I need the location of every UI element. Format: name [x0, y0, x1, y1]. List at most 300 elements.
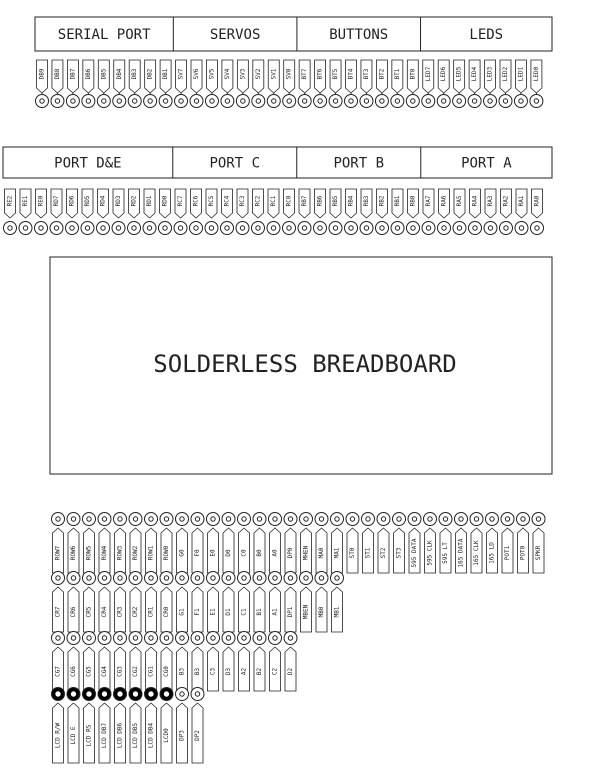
- pin-label: RB4: [347, 195, 355, 207]
- pin-label-tag: [454, 189, 465, 218]
- pin-label: 165 LD: [488, 542, 496, 564]
- pin-pad: [191, 513, 204, 526]
- pin-label: LED4: [471, 66, 479, 82]
- pin-label-tag: [470, 189, 481, 218]
- pin-pad: [51, 95, 64, 108]
- pin-pad: [298, 222, 311, 235]
- pin-label: LED2: [502, 66, 509, 82]
- breadboard-area: [50, 257, 552, 474]
- pin-pad: [238, 572, 251, 585]
- pin-label: ROW1: [147, 545, 155, 561]
- pin-pad: [530, 95, 543, 108]
- pin-pad: [314, 95, 327, 108]
- pin-label: LCD DB6: [116, 722, 124, 749]
- pin-label: POT0: [519, 545, 527, 561]
- pin-label-tag: [84, 647, 95, 691]
- pin-label: ST3: [395, 547, 403, 559]
- pin-pad: [83, 632, 96, 645]
- pin-pad: [501, 513, 514, 526]
- pin-pad: [143, 222, 156, 235]
- pin-pad: [236, 222, 249, 235]
- pin-label-tag: [20, 189, 31, 218]
- pin-label: D2: [287, 667, 294, 676]
- pin-label: B0: [256, 549, 263, 557]
- pin-pad: [500, 222, 513, 235]
- pin-pad: [175, 95, 188, 108]
- pin-label-tag: [146, 647, 157, 691]
- pin-pad: [176, 632, 189, 645]
- pin-label-tag: [144, 189, 155, 218]
- pin-label-tag: [454, 60, 465, 93]
- pin-pad: [422, 95, 435, 108]
- pin-pad: [393, 513, 406, 526]
- pin-label: B3: [178, 667, 186, 676]
- pin-pad: [532, 513, 545, 526]
- pin-label-tag: [376, 60, 387, 93]
- pin-label-tag: [208, 647, 219, 691]
- pin-label-tag: [68, 587, 79, 632]
- pin-label-tag: [177, 647, 188, 691]
- pin-pad: [66, 222, 79, 235]
- section-label: LEDS: [469, 27, 504, 43]
- pin-label: LED6: [440, 66, 448, 82]
- pin-pad: [437, 95, 450, 108]
- pin-label-tag: [208, 528, 219, 573]
- pin-pad: [331, 572, 344, 585]
- pin-label-tag: [67, 60, 78, 93]
- pin-label: DB9: [38, 68, 46, 80]
- pin-label: SV1: [270, 68, 278, 80]
- pin-label: LCD0: [163, 728, 170, 743]
- pin-label-tag: [239, 528, 250, 573]
- pin-label-tag: [67, 189, 78, 218]
- pin-pad: [191, 632, 204, 645]
- pin-pad: [455, 513, 468, 526]
- pin-pad: [300, 513, 313, 526]
- pin-label-tag: [518, 528, 529, 573]
- pin-label-tag: [222, 60, 233, 93]
- pin-label: CR3: [116, 606, 124, 618]
- pin-label: RB5: [332, 195, 339, 207]
- pin-label-tag: [99, 587, 110, 632]
- pin-pad: [360, 95, 373, 108]
- pin-label-tag: [485, 60, 496, 93]
- pin-label: CG1: [147, 666, 155, 677]
- pin-label-tag: [130, 703, 141, 763]
- pin-pad: [439, 513, 452, 526]
- pin-label: E0: [209, 549, 217, 557]
- pin-pad: [222, 572, 235, 585]
- pin-label: MB1: [333, 606, 341, 618]
- pin-label-tag: [378, 528, 389, 573]
- pin-pad: [129, 572, 142, 585]
- pin-label-tag: [239, 587, 250, 632]
- pin-label: D1: [225, 608, 232, 616]
- pin-pad: [52, 513, 65, 526]
- pin-pad: [252, 95, 265, 108]
- pin-pad: [484, 95, 497, 108]
- pin-label: DB8: [53, 68, 61, 80]
- pin-label: RC6: [192, 195, 200, 207]
- pin-pad: [484, 222, 497, 235]
- pin-label: DB3: [131, 68, 139, 80]
- pin-label: SV7: [177, 68, 185, 80]
- pin-label: 165 DATA: [457, 538, 465, 568]
- pin-label: RD5: [84, 195, 91, 207]
- pin-label: SV6: [193, 68, 200, 80]
- pin-label: LCD DB7: [101, 722, 108, 749]
- pin-pad: [66, 95, 79, 108]
- pin-label: CG7: [54, 666, 62, 677]
- pin-label: RC0: [285, 195, 293, 207]
- pin-pad: [422, 222, 435, 235]
- pin-pad: [159, 95, 172, 108]
- pin-label: RB2: [378, 195, 386, 207]
- pin-pad: [52, 688, 65, 701]
- pin-label: RC4: [223, 195, 231, 207]
- pin-label-tag: [99, 528, 110, 573]
- pin-label-tag: [82, 189, 93, 218]
- pin-label-tag: [146, 703, 157, 763]
- pin-label-tag: [113, 189, 124, 218]
- section-label: SERVOS: [209, 27, 261, 43]
- pin-pad: [267, 222, 280, 235]
- pin-pad: [407, 222, 420, 235]
- pin-pad: [406, 95, 419, 108]
- pin-pad: [50, 222, 63, 235]
- pin-label-tag: [361, 60, 372, 93]
- pin-label: A2: [240, 667, 248, 676]
- pin-label: RC1: [270, 195, 277, 207]
- pin-label-tag: [222, 189, 233, 218]
- pin-label-tag: [52, 60, 63, 93]
- pin-pad: [97, 95, 110, 108]
- pin-label-tag: [532, 189, 543, 218]
- pin-pad: [112, 222, 125, 235]
- pin-label-tag: [392, 60, 403, 93]
- pin-label: 595 DATA: [411, 538, 418, 568]
- pin-label-tag: [515, 60, 526, 93]
- pin-label-tag: [99, 647, 110, 691]
- pin-pad: [67, 688, 80, 701]
- pin-label: DP2: [194, 730, 201, 741]
- pin-pad: [128, 222, 141, 235]
- pin-label-tag: [423, 189, 434, 218]
- pin-label: RC5: [208, 195, 215, 207]
- pin-label: ROW6: [70, 545, 77, 561]
- pin-label-tag: [191, 60, 202, 93]
- pin-pad: [83, 688, 96, 701]
- pin-pad: [267, 95, 280, 108]
- pin-label: DP0: [287, 547, 294, 559]
- pin-label: BT3: [362, 68, 370, 80]
- pin-pad: [468, 95, 481, 108]
- pin-pad: [222, 632, 235, 645]
- pin-label-tag: [270, 647, 281, 691]
- pin-label-tag: [316, 587, 327, 632]
- pin-label-tag: [299, 189, 310, 218]
- pin-label-tag: [361, 189, 372, 218]
- pin-pad: [362, 513, 375, 526]
- pin-label: RB7: [301, 195, 308, 207]
- pin-pad: [345, 222, 358, 235]
- pin-label-tag: [206, 189, 217, 218]
- pin-label-tag: [423, 60, 434, 93]
- pin-pad: [160, 513, 173, 526]
- pin-label-tag: [330, 189, 341, 218]
- pin-label-tag: [284, 60, 295, 93]
- pin-label-tag: [299, 60, 310, 93]
- pin-label-tag: [130, 587, 141, 632]
- pin-label: SV2: [254, 68, 262, 80]
- pin-label-tag: [409, 528, 420, 573]
- pin-label: CR4: [101, 606, 108, 618]
- pin-pad: [329, 222, 342, 235]
- pin-pad: [298, 95, 311, 108]
- pin-label-tag: [316, 528, 327, 573]
- pin-pad: [98, 513, 111, 526]
- pin-label-tag: [99, 703, 110, 763]
- pin-label: DB5: [100, 68, 108, 80]
- pin-label: MA1: [333, 547, 341, 559]
- pin-label: BT4: [347, 68, 355, 80]
- pin-pad: [517, 513, 530, 526]
- pin-label: LCD DB5: [132, 722, 139, 749]
- section-label: PORT C: [209, 155, 261, 172]
- pin-pad: [128, 95, 141, 108]
- pin-label-tag: [161, 528, 172, 573]
- pin-label: LED7: [424, 66, 432, 82]
- pin-pad: [159, 222, 172, 235]
- pin-pad: [113, 95, 126, 108]
- bottom-pin-rows: [52, 513, 546, 764]
- pin-label: RE1: [22, 195, 29, 207]
- pin-label-tag: [346, 189, 357, 218]
- pin-pad: [145, 688, 158, 701]
- pin-pad: [486, 513, 499, 526]
- pin-label-tag: [53, 647, 64, 691]
- pin-label-tag: [531, 60, 542, 93]
- pin-label: C3: [209, 667, 217, 676]
- pin-label: LCD RS: [85, 724, 93, 747]
- pin-label: RB3: [363, 195, 370, 207]
- pin-label-tag: [516, 189, 527, 218]
- pin-pad: [160, 688, 173, 701]
- pin-pad: [52, 572, 65, 585]
- pin-label: ST0: [349, 547, 356, 559]
- pin-label-tag: [115, 587, 126, 632]
- pin-label: LED3: [486, 66, 494, 82]
- pin-label-tag: [115, 703, 126, 763]
- pin-label: C2: [271, 667, 279, 676]
- pin-label-tag: [301, 587, 312, 632]
- pin-pad: [160, 572, 173, 585]
- pin-label: F1: [194, 608, 201, 616]
- pin-label: C0: [240, 549, 248, 557]
- pin-label: DB1: [162, 68, 170, 80]
- pin-label-tag: [471, 528, 482, 573]
- pin-pad: [221, 222, 234, 235]
- pin-label-tag: [392, 189, 403, 218]
- pin-pad: [391, 222, 404, 235]
- pin-label-tag: [502, 528, 513, 573]
- top-header: [35, 17, 552, 108]
- pin-label-tag: [51, 189, 62, 218]
- pin-label-tag: [160, 189, 171, 218]
- pin-pad: [98, 632, 111, 645]
- pin-label-tag: [177, 587, 188, 632]
- pin-pad: [375, 95, 388, 108]
- pin-label-tag: [161, 703, 172, 763]
- pin-label: CR5: [85, 606, 93, 618]
- pin-label-tag: [146, 528, 157, 573]
- pin-label-tag: [284, 189, 295, 218]
- pin-label-tag: [175, 189, 186, 218]
- pin-label: RD3: [115, 195, 122, 207]
- pin-label-tag: [192, 587, 203, 632]
- pin-label: RA3: [487, 195, 494, 207]
- pin-label: LCD DB4: [147, 722, 155, 749]
- pin-label: ROW2: [132, 545, 139, 561]
- pin-pad: [391, 95, 404, 108]
- pin-label-tag: [177, 703, 188, 763]
- pin-label: SV3: [239, 68, 247, 80]
- pin-pad: [284, 513, 297, 526]
- pin-pad: [514, 95, 527, 108]
- pin-pad: [207, 572, 220, 585]
- pin-pad: [207, 632, 220, 645]
- pin-label: RB1: [394, 195, 401, 207]
- pin-label: ST1: [364, 547, 372, 559]
- pin-pad: [269, 513, 282, 526]
- pin-pad: [4, 222, 17, 235]
- pin-pad: [376, 222, 389, 235]
- pin-label-tag: [130, 528, 141, 573]
- pin-label: DP1: [287, 606, 294, 618]
- pin-pad: [424, 513, 437, 526]
- pin-pad: [82, 95, 95, 108]
- pin-label-tag: [270, 587, 281, 632]
- pin-label: ROW7: [54, 545, 62, 561]
- pin-pad: [36, 95, 49, 108]
- pin-label-tag: [254, 587, 265, 632]
- pin-label-tag: [53, 703, 64, 763]
- pin-label-tag: [192, 703, 203, 763]
- pin-pad: [97, 222, 110, 235]
- pin-label-tag: [408, 189, 419, 218]
- pin-label: ROW4: [101, 545, 108, 561]
- pin-label-tag: [332, 528, 343, 573]
- pin-label: CR7: [54, 606, 62, 618]
- pin-label-tag: [500, 60, 511, 93]
- pin-label: BT5: [332, 68, 340, 80]
- pin-label: RB6: [316, 195, 324, 207]
- pin-pad: [345, 95, 358, 108]
- pin-pad: [190, 95, 203, 108]
- pin-label: RA0: [533, 195, 541, 207]
- pin-pad: [160, 632, 173, 645]
- pin-label: RC2: [254, 195, 262, 207]
- pin-pad: [190, 222, 203, 235]
- pin-label: LED0: [532, 66, 540, 82]
- pin-label-tag: [223, 587, 234, 632]
- pin-label-tag: [285, 647, 296, 691]
- pin-label: MBEN: [302, 604, 310, 620]
- pin-label: RC7: [177, 195, 184, 207]
- pin-label: LED5: [455, 66, 463, 82]
- pin-pad: [329, 95, 342, 108]
- pin-label-tag: [68, 647, 79, 691]
- pin-pad: [114, 513, 127, 526]
- pin-label: E1: [209, 608, 217, 616]
- pin-pad: [222, 513, 235, 526]
- pin-pad: [35, 222, 48, 235]
- section-label: PORT B: [333, 155, 385, 172]
- pin-label-tag: [192, 647, 203, 691]
- pin-label-tag: [456, 528, 467, 573]
- pin-label: CG0: [163, 666, 170, 677]
- pin-label-tag: [84, 703, 95, 763]
- pin-label: DB6: [84, 68, 92, 80]
- pin-pad: [315, 513, 328, 526]
- pin-pad: [314, 222, 327, 235]
- pin-pad: [67, 572, 80, 585]
- pin-pad: [531, 222, 544, 235]
- pin-label-tag: [440, 528, 451, 573]
- pin-label-tag: [83, 60, 94, 93]
- pin-label: G0: [178, 549, 186, 557]
- pin-label-tag: [330, 60, 341, 93]
- pin-label: CR1: [147, 606, 155, 618]
- pin-label: A0: [271, 549, 279, 557]
- pin-label-tag: [68, 528, 79, 573]
- pin-label-tag: [223, 528, 234, 573]
- pin-label: RD0: [161, 195, 169, 207]
- pin-label: LCD E: [70, 726, 77, 745]
- pin-label: CG5: [85, 666, 93, 677]
- pin-label: B1: [256, 608, 263, 616]
- pin-label: DB2: [146, 68, 154, 80]
- pin-label-tag: [208, 587, 219, 632]
- pin-pad: [145, 632, 158, 645]
- pin-label: SPKR: [535, 545, 542, 561]
- pin-label-tag: [177, 528, 188, 573]
- pin-pad: [176, 513, 189, 526]
- pin-label: D0: [225, 549, 232, 557]
- pin-label-tag: [191, 189, 202, 218]
- pin-label-tag: [285, 587, 296, 632]
- pin-label-tag: [487, 528, 498, 573]
- pin-label: BT1: [393, 68, 401, 80]
- pin-label: BT7: [301, 68, 309, 80]
- pin-label-tag: [53, 587, 64, 632]
- pin-label: LCD R/W: [54, 722, 62, 749]
- pin-label: RA6: [440, 195, 448, 207]
- pin-pad: [174, 222, 187, 235]
- pin-label: CG2: [132, 666, 139, 677]
- pin-pad: [453, 222, 466, 235]
- pin-label: F0: [194, 549, 201, 557]
- pin-label: LED1: [517, 66, 525, 82]
- pin-label: CR0: [163, 606, 170, 618]
- pin-pad: [253, 632, 266, 645]
- pin-label: RD7: [53, 195, 60, 207]
- pin-label-tag: [254, 647, 265, 691]
- pin-label-tag: [129, 189, 140, 218]
- pin-label: MHEN: [302, 545, 310, 561]
- pin-label: RD1: [146, 195, 153, 207]
- pin-pad: [221, 95, 234, 108]
